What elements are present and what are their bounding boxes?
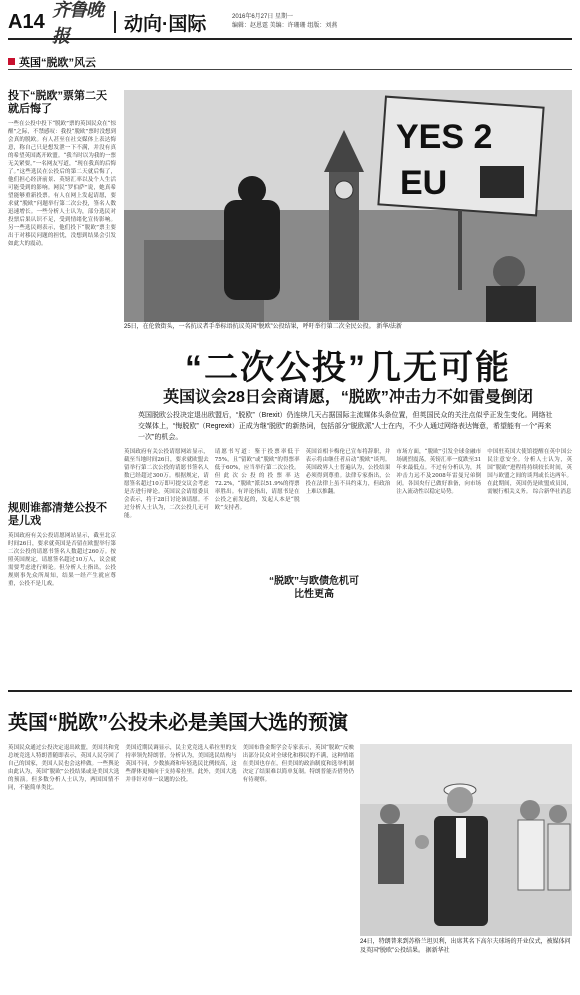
left-body-1: 一些在公投中投下“脱欧”票的英国民众在“惊醒”之际，不禁感叹：我投“脱欧”票时没想到会真的脱欧。有人甚至在社交媒体上表达悔意，称自己只是想发泄一下不满，并没有真的希望英国离开欧盟。“我当时以为我的一票无关紧要，”一名网友写道，“现在我真的后悔了。”这些选民在公投后的第二天就后悔了，他们担心经济前景、英镑汇率以及个人生活可能受到的影响。网民“罗伯萨”说，她真希望能够重新投票。有人在网上发起请愿，要求就“脱欧”问题举行第二次公投，签名人数迅速增长。一些分析人士认为，部分选民对投票后果认识不足，受到情绪化宣传影响。另一些选民则表示，他们投下“脱欧”票主要出于对移民问题的担忧，没想到结果会引发如此大的震动。 (8, 121, 116, 247)
photo-caption-1: 25日，在伦敦街头，一名抗议者手举标语抗议英国“脱欧”公投结果，呼吁举行第二次全民公投。 新华/法新 (124, 324, 403, 330)
second-column-1: 英国民众通过公投决定退出欧盟，美国共和党总统竞选人特朗普随即表示，英国人民夺回了自己的国家，美国人民也会这样做。一些舆论由此认为，英国“脱欧”公投结果或是美国大选的预演。但多数分析人士认为，两国国情不同，不能简单类比。 (8, 745, 120, 791)
sign-text-2: EU (400, 164, 448, 202)
topic-marker (8, 58, 15, 65)
second-column-3: 美国布鲁金斯学会专家表示，英国“脱欧”反映出部分民众对全球化和移民的不满，这种情绪在美国也存在，但美国的政治制度和选举机制决定了结果难以简单复制。特朗普能否借势仍有待观察。 (242, 745, 354, 783)
paper-name: 齐鲁晚报 (52, 0, 103, 47)
inset-headline: “脱欧”与欧债危机可比性更高 (269, 576, 359, 600)
protest-photo-illustration (124, 90, 572, 322)
main-column-5: 中国驻英国大使馆提醒在英中国公民注意安全。分析人士认为，英国“脱欧”进程将持续较长时间，英国与欧盟之间的谈判或长达两年。在此期间，英国仍是欧盟成员国，需履行相关义务。 综合新华社消息 (487, 449, 572, 495)
topic-label: 英国“脱欧”风云 (19, 56, 96, 69)
left-column (8, 90, 116, 692)
trump-photo (360, 744, 572, 936)
left-headline-2: 规则谁都清楚公投不是儿戏 (8, 502, 107, 527)
main-headline: “二次公投”几无可能 (185, 349, 511, 387)
lead-paragraph: 英国脱欧公投决定退出欧盟后，“脱欧”（Brexit）仍连续几天占据国际主流媒体头条位置，但英国民众的关注点似乎正发生变化。网络社交媒体上，“悔脱欧”（Regrexit）正成为继“脱欧”的新热词，包括部分“脱欧派”人士在内，不少人通过网络表达悔意，希望能有一个“再来一次”的机会。 (138, 412, 553, 441)
sign-text-1: YES 2 (396, 118, 493, 156)
protest-photo (124, 90, 572, 322)
main-column-1: 英国政府有关公投请愿网站显示，截至当地时间26日，要求就欧盟去留举行第二次公投的请愿书签名人数已经超过300万。根据规定，请愿签名超过10万即可提交议会考虑是否进行辩论。英国议会请愿委员会表示，将于28日讨论该请愿。不过分析人士认为，二次公投几无可能。 (124, 449, 209, 519)
section-title: 动向·国际 (124, 13, 207, 35)
main-column-4: 市场方面，“脱欧”引发全球金融市场剧烈震荡，英镑汇率一度跌至31年来最低点。不过有分析认为，其冲击力远不及2008年雷曼兄弟倒闭。各国央行已做好准备，向市场注入流动性以稳定局势。 (396, 449, 482, 495)
date-line: 2016年6月27日 星期一 (232, 14, 294, 20)
main-article-columns (124, 448, 572, 678)
topic-bar (8, 54, 572, 70)
main-column-2: 请愿书写道：鉴于投票率低于75%，且“留欧”或“脱欧”的得票率低于60%，应当举行第二次公投。但此次公投的投票率达72.2%，“脱欧”派以51.9%的得票率胜出。有评论指出，请愿书是在公投之前发起的，发起人本是“脱欧”支持者。 (214, 449, 300, 511)
trump-photo-illustration (360, 744, 572, 936)
left-headline-1: 投下“脱欧”票第二天就后悔了 (8, 90, 107, 115)
left-body-2: 英国政府有关公投请愿网站显示，截至北京时间26日，要求就英国是否留在欧盟举行第二次公投的请愿书签名人数超过260万。按照英国规定，请愿签名超过10万人，议会就需要考虑进行辩论。但分析人士指出，公投规则事先众所周知，结果一经产生就应尊重，公投不是儿戏。 (8, 533, 116, 587)
masthead (8, 0, 572, 47)
second-headline: 英国“脱欧”公投未必是美国大选的预演 (8, 712, 348, 734)
second-column-2: 美国近期民调显示，民主党竞选人希拉里的支持率领先特朗普。分析认为，美国选民结构与英国不同，少数族裔和年轻选民比例较高，这些群体更倾向于支持希拉里。此外，美国大选并非针对单一议题的公投。 (125, 745, 237, 783)
section-divider (8, 690, 572, 692)
second-article-columns (8, 744, 354, 984)
header-divider (114, 11, 116, 33)
editor-line: 编辑：赵恩霆 美编：许珊珊 组版：刘燕 (232, 23, 338, 29)
main-subheadline: 英国议会28日会商请愿，“脱欧”冲击力不如雷曼倒闭 (163, 389, 533, 406)
photo-caption-2: 24日，特朗普来到苏格兰坦贝利，出席其名下高尔夫球场的开业仪式，被媒体问及英国“脱欧”公投结果。 据新华社 (360, 939, 571, 954)
main-column-3: 英国首相卡梅伦已宣布将辞职，并表示将由继任者启动“脱欧”谈判。英国政界人士普遍认为，公投结果必须得到尊重。法律专家指出，公投在法律上虽不具约束力，但政治上难以推翻。 (305, 449, 391, 495)
page-number: A14 (8, 10, 45, 33)
header-meta (232, 13, 337, 31)
